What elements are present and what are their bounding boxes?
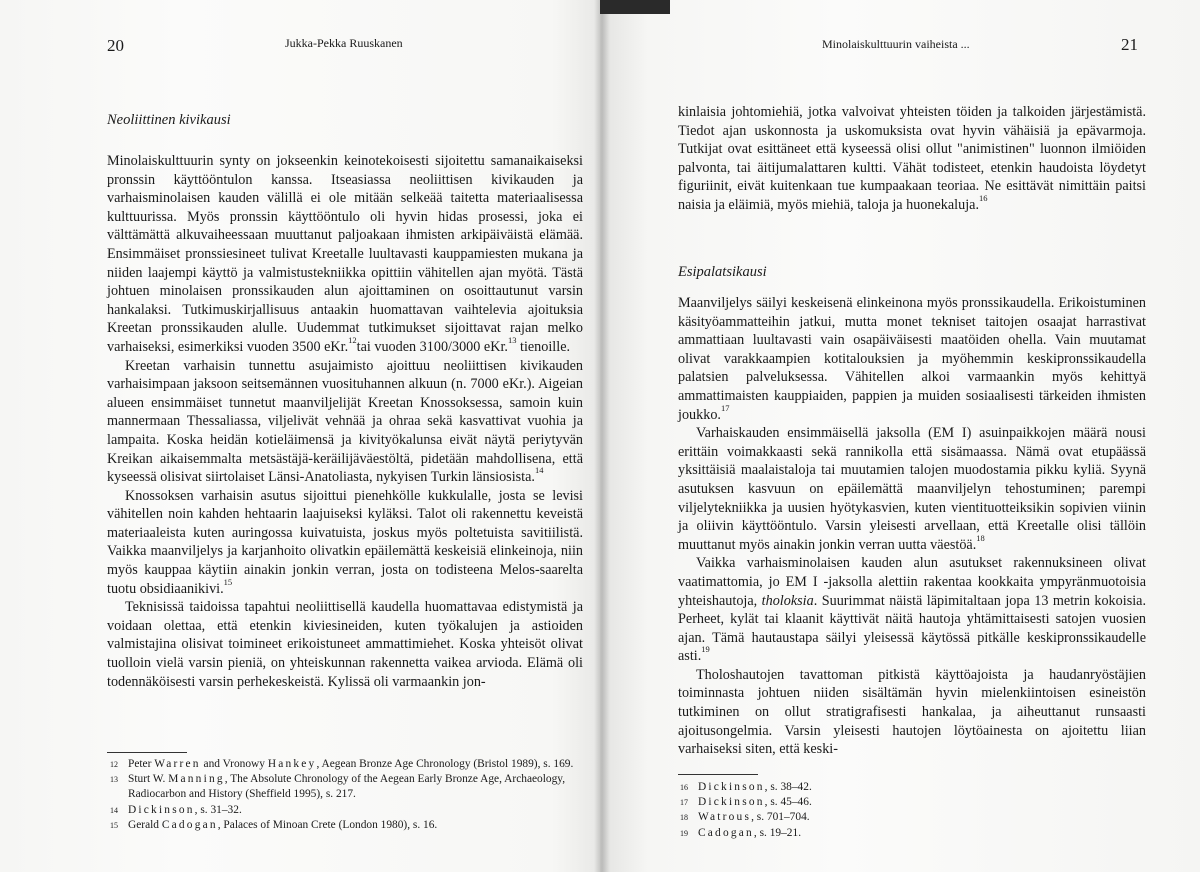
paragraph: Tholoshautojen tavattoman pitkistä käyttöajoista ja haudanryöstäjien toiminnasta johtuen niiden sisältämän hyvin mielenkiintoisen esineistön tutkiminen on ollut stratigrafisesti hankalaa, ja aiheuttanut runsaasti ajoitusongelmia. Varsin yleisesti hautojen löytöainesta on ajoitettu liian varhaiseksi siten, että keski-: [678, 666, 1146, 758]
footnote: 19 Cadogan, s. 19–21.: [680, 826, 802, 839]
paragraph: Varhaiskauden ensimmäisellä jaksolla (EM I) asuinpaikkojen määrä nousi erittäin voimakkaasti sekä rannikolla että sisämaassa. Nämä ovat etupäässä yksittäisiä maalaistaloja tai muutamien talojen muodostamia pikku kyliä. Syynä asutuksen kasvuun on epäilemättä maanviljelyn tehostuminen; parempi viljelytekniikka ja uusien hyötykasvien, kuten vientituotteiksikin sopivien viinin ja oliivin käyttööntulo. Varsin yleisesti arvellaan, että Kreetalle olisi tällöin muuttanut myös ainakin jonkin verran uutta väestöä.$^{18}$: [678, 425, 1146, 553]
right-page: [600, 0, 1200, 872]
left-body: [107, 152, 583, 691]
footnote-ref: 17: [720, 402, 730, 413]
footnote: 14 Dickinson, s. 31–32.: [110, 803, 242, 816]
paragraph: Minolaiskulttuurin synty on jokseenkin keinotekoisesti sijoitettu samanaikaiseksi pronssin käyttööntulon kanssa. Itseasiassa neoliittisen kivikauden ja varhaisminolaisen kauden välillä ei ole mitään selkeää taitetta materiaalisessa kulttuurissa. Myös pronssin käyttööntulo oli hyvin hidas prosessi, joka ei välttämättä alkuvaiheessaan muuttanut paljoakaan ihmisten arkipäiväistä elämää. Ensimmäiset pronssiesineet tulivat Kreetalle luultavasti kauppamiesten mukana ja niiden laajempi käyttö ja valmistustekniikka opittiin vähitellen ajan myötä. Tästä johtuen minolaisen pronssikauden alun ajoittaminen on osoittautunut varsin hankalaksi. Tutkimuskirjallisuus antaakin huomattavan vaihtelevia ajoituksia Kreetan pronssikauden alulle. Uudemmat tutkimukset sijoittavat rajan melko varhaiseksi, esimerkiksi vuoden 3500 eKr.$^{12}$tai vuoden 3100/3000 eKr.$^{13}$ tienoille.: [107, 153, 583, 355]
footnote-ref: 13: [507, 334, 517, 345]
paragraph: kinlaisia johtomiehiä, jotka valvoivat yhteisten töiden ja talkoiden järjestämistä. Tiedot ajan uskonnosta ja uskomuksista ovat hyvin vähäisiä ja epävarmoja. Tutkijat ovat esittäneet että kyseessä olisi ollut "animistinen" luonnon ilmiöiden palvonta, tai äitijumalattaren kultti. Vähät todisteet, etenkin haudoista löydetyt figuriinit, eivät kuitenkaan tue kumpaakaan teoriaa. Ne esittävät nimittäin paitsi naisia ja eläimiä, myös miehiä, taloja ja huonekaluja.$^{16}$: [678, 104, 1146, 213]
footnote-ref: 12: [348, 334, 357, 345]
footnote: 15 Gerald Cadogan, Palaces of Minoan Crete (London 1980), s. 16.: [110, 818, 438, 831]
page-number: 20: [107, 36, 124, 55]
footnote: 16 Dickinson, s. 38–42.: [680, 781, 812, 793]
footnote-ref: 18: [976, 532, 985, 543]
footnote-rule: [107, 752, 187, 753]
paragraph: Kreetan varhaisin tunnettu asujaimisto ajoittuu neoliittisen kivikauden varhaisimpaan jaksoon seitsemännen vuosituhannen alkuun (n. 7000 eKr.). Aigeian alueen ensimmäiset tunnetut maanviljelijät Kreetan Knossoksessa, samoin kuin mannermaan Thessaliassa, viljelivät vehnää ja ohraa sekä kasvattivat vuohia ja lampaita. Koska heidän kotieläimensä ja kivityökalunsa eivät näytä periytyvän Kreikan aikaisemmalta metsästäjä-keräilijäväestöltä, pidetään mahdollisena, että kyseessä olisivat siirtolaiset Länsi-Anatoliasta, nykyisen Turkin länsiosista.$^{14}$: [107, 357, 583, 486]
page-number: 21: [1121, 35, 1138, 54]
footnote: 17 Dickinson, s. 45–46.: [680, 796, 812, 809]
left-footnotes: [110, 757, 580, 833]
section-title: Esipalatsikausi: [678, 264, 767, 280]
paragraph: Vaikka varhaisminolaisen kauden alun asutukset rakennuksineen olivat vaatimattomia, jo EM I -jaksolla alettiin rakentaa kookkaita ympyränmuotoisia yhteishautoja, tholoksia. Suurimmat näistä läpimitaltaan jopa 13 metrin kokoisia. Perheet, kylät tai klaanit käyttivät näitä hautoja yhtämittaisesti satojen vuosien ajan. Tämä hautaustapa säilyi yleisessä käytössä pitkälle keskipronssikaudelle asti.$^{19}$: [678, 555, 1146, 665]
section-title: Neoliittinen kivikausi: [107, 112, 231, 128]
running-head: Jukka-Pekka Ruuskanen: [285, 36, 403, 50]
footnote: 13 Sturt W. Manning, The Absolute Chronology of the Aegean Early Bronze Age, Archaeology, Radiocarbon and History (Sheffield 1995), s. 217.: [110, 773, 566, 801]
footnote: 12 Peter Warren and Vronowy Hankey, Aegean Bronze Age Chronology (Bristol 1989), s. 169.: [110, 758, 574, 770]
footnote: 18 Watrous, s. 701–704.: [680, 811, 810, 824]
right-body-top: [678, 103, 1146, 215]
right-footnotes: [680, 780, 1140, 841]
paragraph: Teknisissä taidoissa tapahtui neoliittisellä kaudella huomattavaa edistymistä ja voidaan olettaa, että etenkin kiviesineiden, kuten työkalujen ja astioiden valmistajina olisivat toimineet erikoistuneet ammattimiehet. Koska yhteisöt olivat tuolloin vielä varsin pieniä, on yhteiskunnan rakennetta vaikea arvioda. Elämä oli todennäköisesti varsin perhekeskeistä. Kylissä oli varmaankin jon-: [107, 599, 583, 690]
footnote-ref: 16: [979, 192, 988, 203]
right-body: [678, 294, 1146, 759]
scan-edge: [600, 0, 670, 14]
footnote-ref: 19: [701, 644, 710, 655]
running-head: Minolaiskulttuurin vaiheista ...: [822, 37, 970, 51]
paragraph: Maanviljelys säilyi keskeisenä elinkeinona myös pronssikaudella. Erikoistuminen käsityöammatteihin jatkui, mutta monet tekniset taitojen osaajat harrastivat ammattiaan luultavasti vain osapäiväisesti maatöiden ohella. Vain muutamat olivat varakkaampien kotitalouksien ja myöhemmin keskipronssikaudella palatsien palveluksessa. Vähitellen alkoi varmaankin myös kehittyä ammattimaisten kauppiaiden, pappien ja muiden sosiaalisesti tärkeiden ihmisten joukko.$^{17}$: [678, 295, 1146, 423]
footnote-rule: [678, 774, 758, 775]
footnote-ref: 15: [223, 576, 233, 587]
book-gutter: [594, 0, 610, 872]
paragraph: Knossoksen varhaisin asutus sijoittui pienehkölle kukkulalle, josta se levisi vähitellen noin kahden hehtaarin laajuiseksi kyläksi. Talot oli rakennettu keveistä materiaaleista kuten auringossa kuivatuista, joskus myös poltetuista savitiilistä. Vaikka maanviljelys ja karjanhoito olivatkin epäilemättä keskeisiä elinkeinoja, niin myös kauppaa käytiin ainakin jonkin verran, josta on todisteena Melos-saarelta tuotu obsidiaanikivi.$^{15}$: [107, 487, 583, 597]
footnote-ref: 14: [534, 465, 544, 476]
